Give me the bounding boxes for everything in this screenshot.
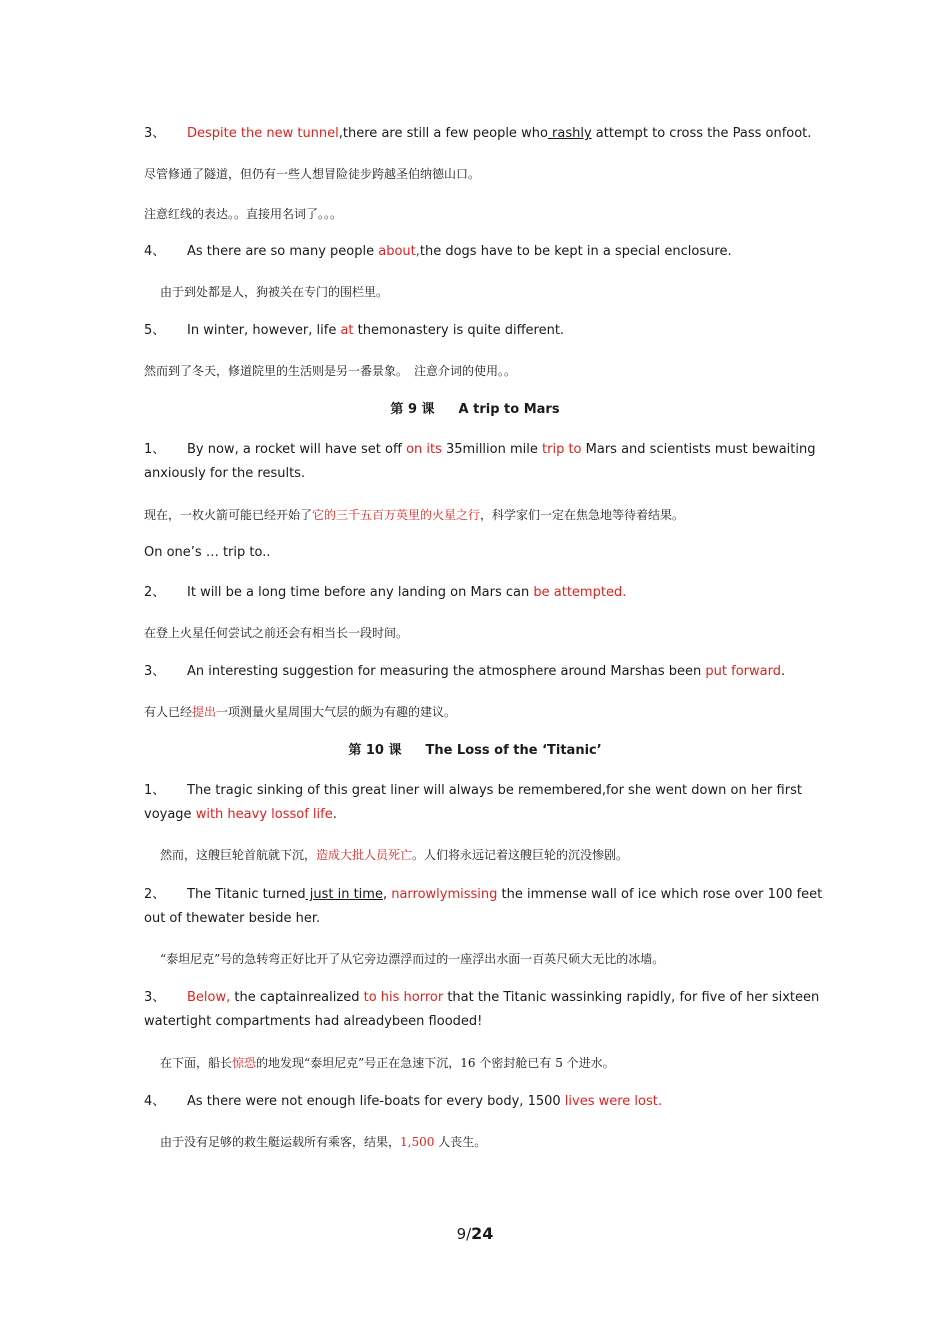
item-number: 2、 bbox=[144, 887, 166, 902]
text-segment-highlight: 造成大批人员死亡 bbox=[316, 848, 413, 862]
translation: 然而到了冬天，修道院里的生活则是另一番景象。 注意介词的使用。。 bbox=[144, 364, 517, 378]
text-segment-highlight: with heavy lossof life bbox=[195, 807, 333, 822]
text-segment-highlight: trip to bbox=[542, 442, 582, 457]
text-segment-highlight: be attempted. bbox=[533, 585, 627, 600]
page-separator: / bbox=[466, 1225, 472, 1243]
text-segment: themonastery is quite different. bbox=[353, 323, 565, 338]
text-segment: 一项测量火星周围大气层的颇为有趣的建议。 bbox=[216, 705, 457, 719]
text-segment-highlight: 提出 bbox=[192, 705, 217, 719]
text-segment: 人丧生。 bbox=[434, 1135, 487, 1149]
item-number: 4、 bbox=[144, 244, 166, 259]
text-segment: In winter, however, life bbox=[187, 323, 341, 338]
page-total: 24 bbox=[471, 1224, 494, 1243]
item-number: 5、 bbox=[144, 323, 166, 338]
text-segment: . bbox=[780, 664, 786, 679]
lesson-heading bbox=[0, 398, 950, 422]
item-number: 1、 bbox=[144, 783, 166, 798]
text-segment: The tragic sinking of this great liner will always be remembered,for she went down on her first voyage bbox=[144, 783, 802, 822]
text-segment-highlight: 它的三千五百万英里的火星之行 bbox=[312, 508, 481, 522]
translation bbox=[160, 1051, 840, 1075]
note: On one’s … trip to.. bbox=[144, 545, 271, 560]
translation bbox=[144, 503, 824, 527]
text-segment: the immense wall of ice which rose over 100 feet out of thewater beside her. bbox=[144, 887, 823, 926]
text-segment: 有人已经 bbox=[144, 705, 193, 719]
page-current: 9 bbox=[456, 1225, 467, 1243]
lesson-number: 第 10 课 bbox=[348, 743, 402, 758]
text-segment-underline: just in time bbox=[305, 887, 383, 902]
text-segment-highlight: to his horror bbox=[363, 990, 444, 1005]
translation: “泰坦尼克”号的急转弯正好比开了从它旁边漂浮而过的一座浮出水面一百英尺硕大无比的冰墙。 bbox=[160, 952, 665, 966]
text-segment: ,there are still a few people who bbox=[338, 126, 548, 141]
sentence-4 bbox=[144, 1090, 824, 1114]
sentence-4 bbox=[144, 240, 824, 264]
text-segment: 35million mile bbox=[441, 442, 543, 457]
text-segment-highlight: 惊恐 bbox=[232, 1056, 257, 1070]
item-number: 3、 bbox=[144, 664, 166, 679]
page-number bbox=[0, 1224, 950, 1243]
sentence-3 bbox=[144, 122, 824, 146]
text-segment: 在下面，船长 bbox=[160, 1056, 233, 1070]
text-segment: 然而，这艘巨轮首航就下沉， bbox=[160, 848, 317, 862]
translation: 由于到处都是人，狗被关在专门的围栏里。 bbox=[160, 285, 389, 299]
sentence-2 bbox=[144, 883, 824, 931]
text-segment: By now, a rocket will have set off bbox=[187, 442, 407, 457]
text-segment-highlight: lives were lost. bbox=[564, 1094, 662, 1109]
sentence-3 bbox=[144, 660, 824, 684]
text-segment: that the Titanic wassinking rapidly, for five of her sixteen watertight compartments had alreadybeen flooded! bbox=[144, 990, 820, 1029]
sentence-2 bbox=[144, 581, 824, 605]
item-number: 2、 bbox=[144, 585, 166, 600]
text-segment-highlight: at bbox=[340, 323, 354, 338]
translation bbox=[160, 843, 840, 867]
translation: 在登上火星任何尝试之前还会有相当长一段时间。 bbox=[144, 626, 409, 640]
text-segment-highlight: about, bbox=[378, 244, 420, 259]
text-segment: 由于没有足够的救生艇运载所有乘客，结果， bbox=[160, 1135, 401, 1149]
text-segment: the dogs have to be kept in a special enclosure. bbox=[419, 244, 732, 259]
text-segment: 的地发现“泰坦尼克”号正在急速下沉，16 个密封舱已有 5 个进水。 bbox=[256, 1056, 615, 1070]
text-segment-highlight: 1,500 bbox=[400, 1135, 435, 1149]
translation bbox=[160, 1130, 840, 1154]
item-number: 3、 bbox=[144, 126, 166, 141]
text-segment-underline: rashly bbox=[547, 126, 592, 141]
text-segment: Mars and scientists must bewaiting anxiously for the results. bbox=[144, 442, 816, 481]
text-segment: 。人们将永远记着这艘巨轮的沉没惨剧。 bbox=[412, 848, 629, 862]
text-segment-highlight: on its bbox=[406, 442, 442, 457]
sentence-5 bbox=[144, 319, 824, 343]
text-segment: The Titanic turned bbox=[187, 887, 306, 902]
translation: 尽管修通了隧道，但仍有一些人想冒险徒步跨越圣伯纳德山口。 bbox=[144, 167, 481, 181]
text-segment-highlight: narrowlymissing bbox=[391, 887, 498, 902]
text-segment-highlight: Despite the new tunnel bbox=[187, 126, 339, 141]
text-segment: , bbox=[382, 887, 392, 902]
translation bbox=[144, 700, 824, 724]
text-segment: As there are so many people bbox=[187, 244, 379, 259]
sentence-1 bbox=[144, 438, 824, 486]
text-segment: An interesting suggestion for measuring the atmosphere around Marshas been bbox=[187, 664, 706, 679]
item-number: 4、 bbox=[144, 1094, 166, 1109]
item-number: 3、 bbox=[144, 990, 166, 1005]
item-number: 1、 bbox=[144, 442, 166, 457]
text-segment: the captainrealized bbox=[230, 990, 364, 1005]
text-segment: ，科学家们一定在焦急地等待着结果。 bbox=[480, 508, 685, 522]
text-segment-highlight: put forward bbox=[705, 664, 781, 679]
sentence-3 bbox=[144, 986, 824, 1034]
lesson-title: A trip to Mars bbox=[458, 402, 560, 417]
text-segment: It will be a long time before any landing on Mars can bbox=[187, 585, 534, 600]
lesson-heading bbox=[0, 739, 950, 763]
text-segment-highlight: Below, bbox=[187, 990, 231, 1005]
text-segment: As there were not enough life-boats for every body, 1500 bbox=[187, 1094, 565, 1109]
sentence-1 bbox=[144, 779, 824, 827]
text-segment: . bbox=[332, 807, 337, 822]
text-segment: attempt to cross the Pass onfoot. bbox=[591, 126, 812, 141]
note: 注意红线的表达。。直接用名词了。。。 bbox=[144, 207, 343, 221]
text-segment: 现在，一枚火箭可能已经开始了 bbox=[144, 508, 313, 522]
lesson-title: The Loss of the ‘Titanic’ bbox=[425, 743, 602, 758]
lesson-number: 第 9 课 bbox=[390, 402, 435, 417]
